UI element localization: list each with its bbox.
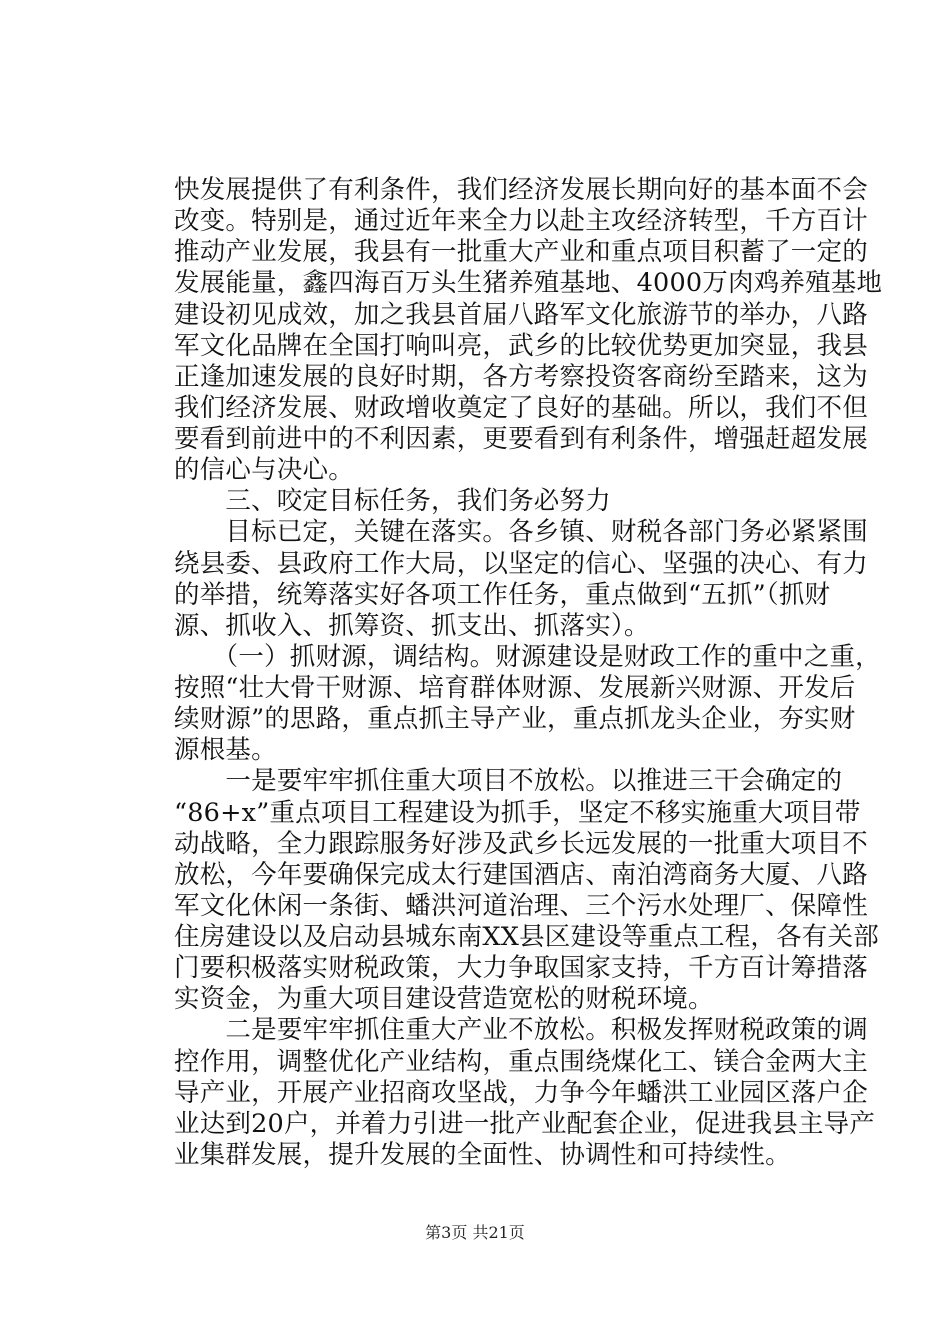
text-line: 发展能量，鑫四海百万头生猪养殖基地、4000万肉鸡养殖基地 [174, 268, 883, 299]
page-footer: 第3页 共21页 [425, 1223, 525, 1242]
text-line: 要看到前进中的不利因素，更要看到有利条件，增强赶超发展 [174, 424, 868, 455]
text-line: 实资金，为重大项目建设营造宽松的财税环境。 [174, 984, 714, 1015]
text-line: 二是要牢牢抓住重大产业不放松。积极发挥财税政策的调 [174, 1015, 868, 1046]
text-line: 业达到20户，并着力引进一批产业配套企业，促进我县主导产 [174, 1108, 876, 1139]
text-line: 正逢加速发展的良好时期，各方考察投资客商纷至踏来，这为 [174, 361, 868, 392]
text-line: 导产业，开展产业招商攻坚战，力争今年蟠洪工业园区落户企 [174, 1077, 868, 1108]
text-line: 建设初见成效，加之我县首届八路军文化旅游节的举办，八路 [174, 299, 868, 330]
text-line: 我们经济发展、财政增收奠定了良好的基础。所以，我们不但 [174, 392, 868, 423]
text-line: 军文化休闲一条街、蟠洪河道治理、三个污水处理厂、保障性 [174, 890, 868, 921]
text-line: 源根基。 [174, 735, 277, 766]
text-line: 绕县委、县政府工作大局，以坚定的信心、坚强的决心、有力 [174, 548, 868, 579]
text-line: 军文化品牌在全国打响叫亮，武乡的比较优势更加突显，我县 [174, 330, 868, 361]
text-line: 源、抓收入、抓筹资、抓支出、抓落实）。 [174, 610, 650, 641]
text-line: 门要积极落实财税政策，大力争取国家支持，千方百计筹措落 [174, 953, 868, 984]
text-line: 业集群发展，提升发展的全面性、协调性和可持续性。 [174, 1140, 791, 1170]
text-line: 一是要牢牢抓住重大项目不放松。以推进三干会确定的 [174, 766, 843, 797]
text-line: 按照“壮大骨干财源、培育群体财源、发展新兴财源、开发后 [174, 673, 856, 704]
text-line: （一）抓财源，调结构。财源建设是财政工作的重中之重， [174, 641, 881, 672]
text-line: 的信心与决心。 [174, 455, 354, 486]
text-line: 续财源”的思路，重点抓主导产业，重点抓龙头企业，夯实财 [174, 704, 856, 735]
text-line: 住房建设以及启动县城东南XX县区建设等重点工程，各有关部 [174, 922, 879, 953]
text-line: 推动产业发展，我县有一批重大产业和重点项目积蓄了一定的 [174, 237, 868, 268]
text-line: 的举措，统筹落实好各项工作任务，重点做到“五抓”（抓财 [174, 579, 831, 610]
text-line: 控作用，调整优化产业结构，重点围绕煤化工、镁合金两大主 [174, 1046, 868, 1077]
text-line: 放松，今年要确保完成太行建国酒店、南泊湾商务大厦、八路 [174, 859, 868, 890]
text-line: 动战略，全力跟踪服务好涉及武乡长远发展的一批重大项目不 [174, 828, 868, 859]
text-line: 改变。特别是，通过近年来全力以赴主攻经济转型，千方百计 [174, 206, 868, 237]
text-line: 快发展提供了有利条件，我们经济发展长期向好的基本面不会 [174, 175, 868, 205]
text-line: “86+x”重点项目工程建设为抓手，坚定不移实施重大项目带 [174, 797, 861, 828]
text-line: 目标已定，关键在落实。各乡镇、财税各部门务必紧紧围 [174, 517, 868, 548]
section-heading: 三、咬定目标任务，我们务必努力 [174, 486, 611, 517]
